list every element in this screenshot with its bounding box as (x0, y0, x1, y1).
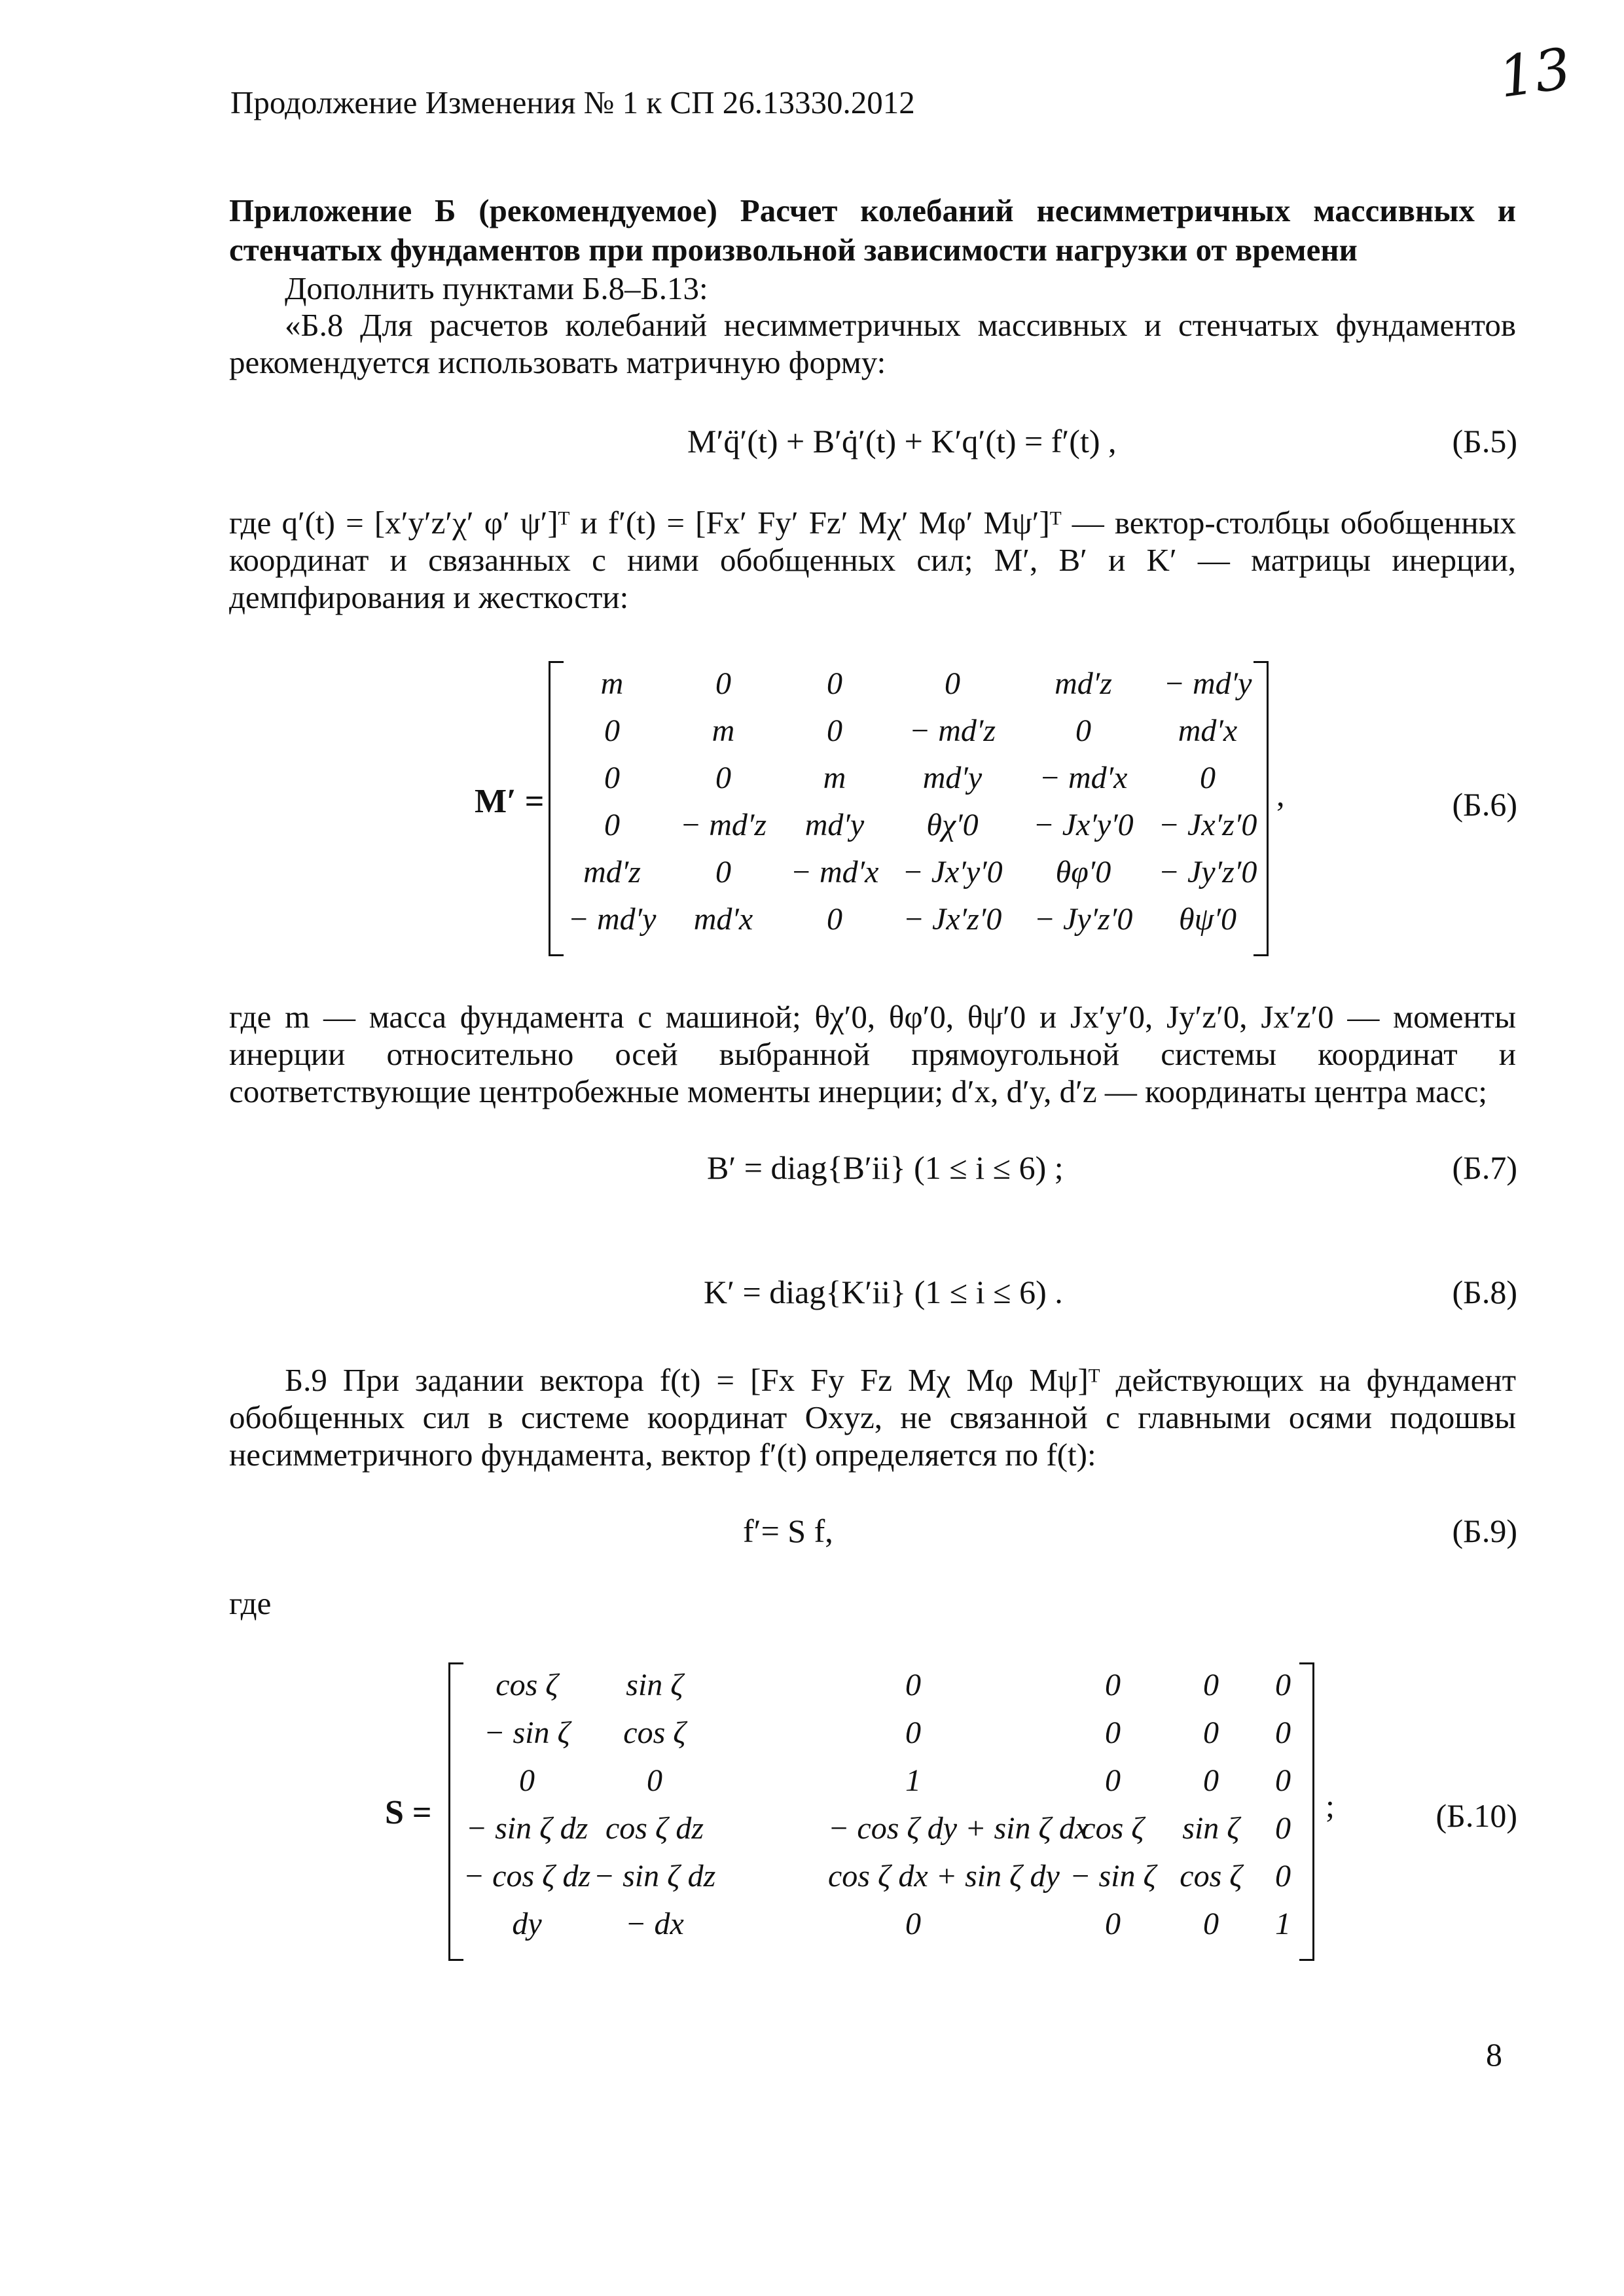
equation-b8-number: (Б.8) (1452, 1274, 1517, 1310)
intro-line: Дополнить пунктами Б.8–Б.13: (285, 270, 708, 306)
matrix-m-cell-r6-c6: θψ′0 (1179, 902, 1236, 937)
equation-b5: M′q̈′(t) + B′q̇′(t) + K′q′(t) = f′(t) , (687, 423, 1117, 459)
paragraph-b9: Б.9 При задании вектора f(t) = [Fx Fy Fz Mχ Mφ Mψ]ᵀ действующих на фундамент обобщенных сил в системе координат Oxyz, не связанной с главными осями подошвы несимметричного фундамента, вектор f′(t) определяется по f(t): (229, 1362, 1516, 1473)
matrix-s-label: S = (385, 1794, 432, 1831)
matrix-s-cell-r4-c4: cos ζ (1081, 1811, 1144, 1846)
matrix-m-cell-r5-c4: − Jx′y′0 (902, 855, 1003, 889)
matrix-m-cell-r2-c3: 0 (827, 713, 842, 748)
matrix-m-cell-r1-c4: 0 (945, 666, 960, 701)
matrix-s-cell-r5-c2: − sin ζ dz (593, 1859, 716, 1893)
matrix-m-cell-r5-c2: 0 (715, 855, 731, 889)
matrix-m-cell-r5-c3: − md′x (790, 855, 879, 889)
matrix-s-cell-r5-c3: cos ζ dx + sin ζ dy (828, 1859, 1060, 1893)
matrix-m-trailing-comma: , (1276, 776, 1285, 813)
matrix-s-cell-r4-c5: sin ζ (1182, 1811, 1240, 1846)
matrix-m-cell-r6-c3: 0 (827, 902, 842, 937)
matrix-s-cell-r5-c5: cos ζ (1180, 1859, 1242, 1893)
matrix-s-cell-r1-c1: cos ζ (496, 1668, 558, 1702)
document-header: Продолжение Изменения № 1 к СП 26.13330.2012 (230, 84, 915, 120)
matrix-s-cell-r6-c4: 0 (1105, 1907, 1121, 1941)
matrix-s-cell-r5-c1: − cos ζ dz (463, 1859, 591, 1893)
matrix-s-cell-r1-c4: 0 (1105, 1668, 1121, 1702)
matrix-m-cell-r1-c6: − md′y (1163, 666, 1252, 701)
matrix-m-cell-r4-c3: md′y (804, 808, 865, 842)
matrix-m-cell-r1-c1: m (600, 666, 624, 701)
matrix-m-cell-r4-c1: 0 (604, 808, 620, 842)
matrix-m-cell-r5-c5: θφ′0 (1055, 855, 1111, 889)
matrix-m-cell-r2-c4: − md′z (909, 713, 996, 748)
where-block-2: где m — масса фундамента с машиной; θχ′0, θφ′0, θψ′0 и Jx′y′0, Jy′z′0, Jx′z′0 — моменты инерции относительно осей выбранной прямоугольной системы координат и соответствующие центробежные моменты инерции; d′x, d′y, d′z — координаты центра масс; (229, 999, 1516, 1109)
equation-b5-number: (Б.5) (1452, 423, 1517, 459)
matrix-s-cell-r2-c4: 0 (1105, 1715, 1121, 1750)
matrix-s-cell-r3-c1: 0 (519, 1763, 535, 1798)
matrix-s-cell-r4-c3: − cos ζ dy + sin ζ dx (828, 1811, 1089, 1846)
matrix-s-cell-r2-c5: 0 (1203, 1715, 1219, 1750)
matrix-s-cell-r2-c6: 0 (1275, 1715, 1291, 1750)
appendix-heading: Приложение Б (рекомендуемое) Расчет колебаний несимметричных массивных и стенчатых фундаментов при произвольной зависимости нагрузки от времени (229, 192, 1516, 268)
matrix-m-cell-r4-c2: − md′z (679, 808, 767, 842)
matrix-m-cell-r5-c6: − Jy′z′0 (1158, 855, 1257, 889)
matrix-m-cell-r2-c5: 0 (1075, 713, 1091, 748)
matrix-s-cell-r2-c3: 0 (905, 1715, 921, 1750)
matrix-m-cell-r3-c4: md′y (922, 761, 983, 795)
matrix-m-cell-r6-c4: − Jx′z′0 (903, 902, 1002, 937)
matrix-m-cell-r2-c1: 0 (604, 713, 620, 748)
matrix-m-cell-r5-c1: md′z (583, 855, 641, 889)
matrix-m-cell-r3-c6: 0 (1200, 761, 1216, 795)
matrix-s-cell-r3-c5: 0 (1203, 1763, 1219, 1798)
equation-b6-number: (Б.6) (1452, 786, 1517, 823)
matrix-s-cell-r1-c6: 0 (1275, 1668, 1291, 1702)
matrix-s-cell-r6-c5: 0 (1203, 1907, 1219, 1941)
matrix-m-cell-r4-c6: − Jx′z′0 (1158, 808, 1257, 842)
matrix-s-cell-r1-c3: 0 (905, 1668, 921, 1702)
matrix-s-cell-r4-c6: 0 (1275, 1811, 1291, 1846)
matrix-s-cell-r4-c1: − sin ζ dz (465, 1811, 588, 1846)
matrix-m-cell-r3-c5: − md′x (1039, 761, 1128, 795)
matrix-m-label: M′ = (475, 783, 545, 820)
equation-b9-number: (Б.9) (1452, 1513, 1517, 1549)
handwritten-page-number: 13 (1494, 35, 1575, 111)
matrix-s-cell-r1-c5: 0 (1203, 1668, 1219, 1702)
matrix-s-cell-r2-c2: cos ζ (623, 1715, 686, 1750)
equation-b8: K′ = diag{K′ii} (1 ≤ i ≤ 6) . (704, 1274, 1063, 1310)
matrix-s-cell-r6-c1: dy (512, 1907, 542, 1941)
matrix-s-cell-r5-c4: − sin ζ (1070, 1859, 1156, 1893)
matrix-s-cell-r1-c2: sin ζ (626, 1668, 683, 1702)
matrix-m-cell-r3-c2: 0 (715, 761, 731, 795)
matrix-m-cell-r4-c4: θχ′0 (926, 808, 979, 842)
matrix-m-cell-r6-c1: − md′y (568, 902, 657, 937)
matrix-s-cell-r3-c3: 1 (905, 1763, 921, 1798)
matrix-m-cell-r6-c2: md′x (693, 902, 753, 937)
equation-b9: f′= S f, (743, 1513, 833, 1549)
matrix-m-cell-r2-c2: m (712, 713, 735, 748)
matrix-m-cell-r1-c2: 0 (715, 666, 731, 701)
matrix-m-cell-r1-c3: 0 (827, 666, 842, 701)
where-block-1: где q′(t) = [x′y′z′χ′ φ′ ψ′]ᵀ и f′(t) = [Fx′ Fy′ Fz′ Mχ′ Mφ′ Mψ′]ᵀ — вектор-столбцы обобщенных координат и связанных с ними обобщенных сил; M′, B′ и K′ — матрицы инерции, демпфирования и жесткости: (229, 505, 1516, 615)
paragraph-b8: «Б.8 Для расчетов колебаний несимметричных массивных и стенчатых фундаментов рекомендуется использовать матричную форму: (229, 307, 1516, 380)
matrix-s-cell-r3-c2: 0 (647, 1763, 662, 1798)
matrix-m-cell-r1-c5: md′z (1055, 666, 1112, 701)
matrix-s-cell-r2-c1: − sin ζ (484, 1715, 570, 1750)
matrix-s-cell-r3-c4: 0 (1105, 1763, 1121, 1798)
matrix-s-cell-r6-c3: 0 (905, 1907, 921, 1941)
matrix-s-cell-r4-c2: cos ζ dz (605, 1811, 704, 1846)
where-block-3: где (229, 1585, 272, 1621)
matrix-s-cell-r6-c2: − dx (625, 1907, 684, 1941)
equation-b7-number: (Б.7) (1452, 1149, 1517, 1186)
matrix-m-cell-r3-c3: m (823, 761, 846, 795)
matrix-m-cell-r4-c5: − Jx′y′0 (1033, 808, 1134, 842)
matrix-s-cell-r6-c6: 1 (1275, 1907, 1291, 1941)
matrix-s-cell-r3-c6: 0 (1275, 1763, 1291, 1798)
equation-b10-number: (Б.10) (1435, 1797, 1517, 1834)
matrix-m-cell-r2-c6: md′x (1178, 713, 1238, 748)
matrix-m-cell-r3-c1: 0 (604, 761, 620, 795)
matrix-s-cell-r5-c6: 0 (1275, 1859, 1291, 1893)
equation-b7: B′ = diag{B′ii} (1 ≤ i ≤ 6) ; (707, 1149, 1064, 1186)
page-number: 8 (1486, 2036, 1502, 2073)
matrix-m-cell-r6-c5: − Jy′z′0 (1034, 902, 1133, 937)
matrix-s-trailing-semicolon: ; (1326, 1787, 1335, 1824)
